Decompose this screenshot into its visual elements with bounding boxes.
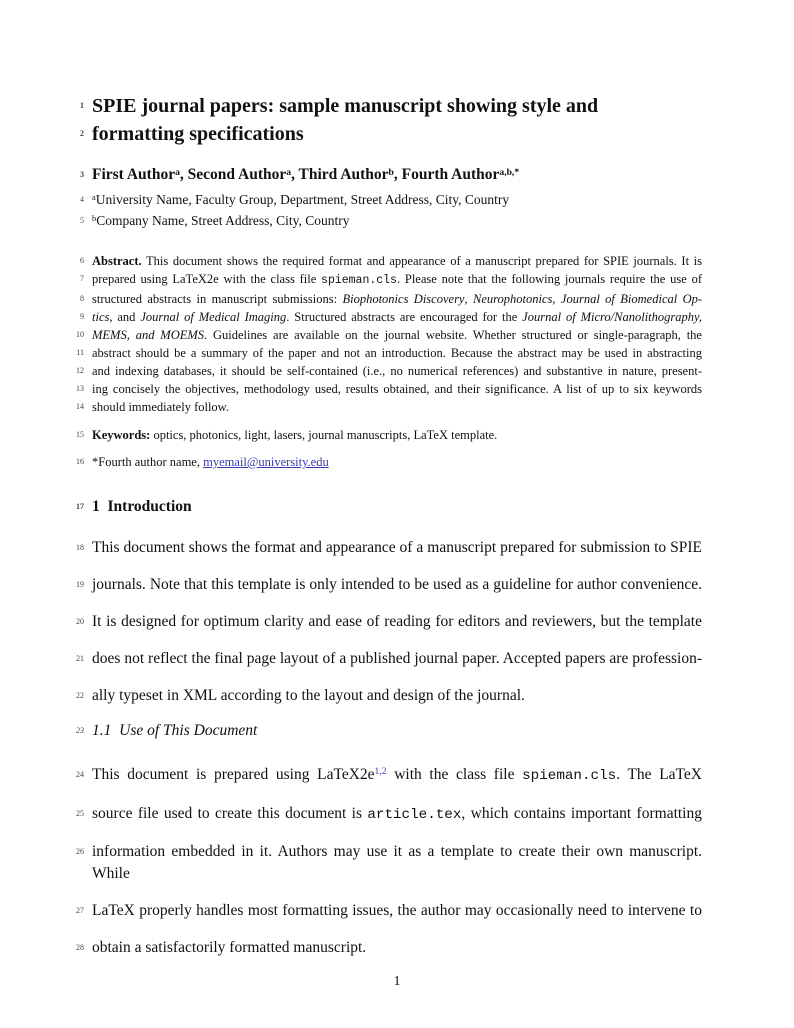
line-number: 15 [76,430,84,439]
line-number: 18 [76,543,84,552]
line-number: 24 [76,770,84,779]
text-segment: , and [109,310,141,324]
text-segment: ing concisely the objectives, methodology used, results obtained, and their significance. A list of up to six keywords [92,382,702,396]
line-number: 1 [80,101,84,110]
superscript: a [286,166,292,178]
section-heading-introduction [76,497,702,517]
italic-text: Journal of Biomedical Op- [560,292,703,306]
text-segment: should immediately follow. [92,400,230,414]
inline-code: spieman.cls [522,768,617,784]
text-segment: journals. Note that this template is only intended to be used as a guideline for author convenience. [92,576,702,593]
text-segment: First Author [92,166,176,183]
italic-text: Biophotonics Discovery [342,292,465,306]
line-number: 12 [76,366,84,375]
text-segment: and indexing databases, it should be self-contained (i.e., no numerical references) and substantive in nature, present- [92,364,702,378]
inline-code: article.tex [367,807,462,823]
italic-text: tics [92,310,110,324]
line-number: 10 [76,330,84,339]
text-line [80,164,702,187]
paper-title [80,92,702,148]
abstract [76,252,703,416]
text-segment: . Please note that the following journals require the use of [396,272,702,286]
text-segment: information embedded in it. Authors may use it as a template to create their own manuscript. While [92,843,702,882]
subsection-heading-use-of-this-document [76,722,702,740]
text-segment: It is designed for optimum clarity and ease of reading for editors and reviewers, but the template [92,613,702,630]
text-line [80,211,702,232]
text-segment: *Fourth author name, [92,455,204,469]
text-segment: . The LaTeX [616,766,702,783]
italic-text: Journal of Micro/Nanolithography, [522,310,702,324]
text-line [76,326,702,344]
text-line [76,426,702,444]
text-segment: , Second Author [179,166,287,183]
text-line [76,380,702,398]
corresponding-author-note [76,453,702,471]
line-number: 19 [76,580,84,589]
text-segment: structured abstracts in manuscript submissions: [92,292,343,306]
line-number: 20 [76,617,84,626]
superscript: a [175,166,180,178]
text-line [76,803,702,826]
text-line [76,344,702,362]
text-line [76,764,702,788]
text-segment: LaTeX properly handles most formatting issues, the author may occasionally need to intervene to [92,902,702,919]
line-number: 7 [80,274,84,283]
superscript: a,b,* [499,166,520,178]
text-segment: , Fourth Author [393,166,500,183]
bold-text: Abstract. [92,254,142,268]
page-number: 1 [393,974,401,989]
text-line [80,190,702,211]
text-line [80,252,702,270]
line-number: 28 [76,943,84,952]
line-number: 21 [76,654,84,663]
authors-line [80,164,702,187]
line-number: 17 [76,502,84,511]
text-segment: formatting specifications [92,123,304,145]
line-number: 11 [76,348,84,357]
line-number: 26 [76,847,84,856]
text-segment: 1 Introduction [92,498,192,515]
keywords [76,426,702,444]
superscript: b [388,166,394,178]
text-line [76,453,702,471]
text-line [76,398,702,416]
text-line [80,120,702,148]
text-line [76,497,702,517]
text-line [80,308,702,326]
text-line [76,574,702,596]
line-number: 6 [80,256,84,265]
text-segment: optics, photonics, light, lasers, journal manuscripts, LaTeX template. [150,428,498,442]
italic-text: Journal of Medical Imaging [140,310,287,324]
text-segment: University Name, Faculty Group, Department, Street Address, City, Country [95,192,510,207]
text-line [80,270,702,290]
citation-link[interactable]: 1,2 [374,766,387,778]
text-segment: Company Name, Street Address, City, Country [96,213,350,228]
paragraph-introduction [76,537,702,707]
line-number: 16 [76,457,84,466]
text-segment: with the class file [386,766,523,783]
text-segment: This document shows the required format and appearance of a manuscript prepared for SPIE journals. It is [141,254,702,268]
text-line [76,362,702,380]
text-segment: , [464,292,473,306]
text-segment: does not reflect the final page layout of a published journal paper. Accepted papers are profession- [92,650,702,667]
line-number: 3 [80,170,84,179]
inline-code: spieman.cls [321,274,397,287]
document-body [76,92,703,959]
email-link[interactable]: myemail@university.edu [203,455,329,469]
text-segment: prepared using LaTeX2e with the class file [92,272,322,286]
text-segment: SPIE journal papers: sample manuscript showing style and [92,95,599,117]
text-line [76,685,702,707]
text-segment: source file used to create this document is [92,805,368,822]
line-number: 22 [76,691,84,700]
text-line [76,722,702,740]
line-number: 9 [80,312,84,321]
text-segment: This document is prepared using LaTeX2e [92,766,375,783]
text-segment: . Guidelines are available on the journal website. Whether structured or single-paragraph, the [204,328,702,342]
text-segment: . Structured abstracts are encouraged for the [286,310,523,324]
line-number: 2 [80,129,84,138]
text-segment: ally typeset in XML according to the layout and design of the journal. [92,687,525,704]
text-line [76,937,702,959]
paragraph-use-of-this-document [76,764,702,959]
text-segment: , [552,292,561,306]
text-line [76,841,702,885]
text-segment: , which contains important formatting [461,805,702,822]
italic-text: Neurophotonics [473,292,553,306]
text-line [76,537,702,559]
line-number: 5 [80,216,84,225]
text-segment: 1.1 Use of This Document [92,722,258,739]
text-segment: obtain a satisfactorily formatted manuscript. [92,939,367,956]
italic-text: MEMS, and MOEMS [92,328,205,342]
superscript: b [92,214,97,224]
line-number: 14 [76,402,84,411]
text-line [76,611,702,633]
line-number: 8 [80,294,84,303]
superscript: a [92,193,96,203]
line-number: 27 [76,906,84,915]
line-number: 25 [76,809,84,818]
text-line [76,900,702,922]
line-number: 13 [76,384,84,393]
text-line [76,648,702,670]
line-number: 4 [80,195,84,204]
text-line [80,290,703,308]
text-segment: abstract should be a summary of the paper and not an introduction. Because the abstract may be used in abstracting [92,346,702,360]
bold-text: Keywords: [92,428,151,442]
text-line [80,92,702,120]
text-segment: This document shows the format and appearance of a manuscript prepared for submission to SPIE [92,539,702,556]
line-number: 23 [76,726,84,735]
affiliations [80,190,702,232]
text-segment: , Third Author [291,166,389,183]
